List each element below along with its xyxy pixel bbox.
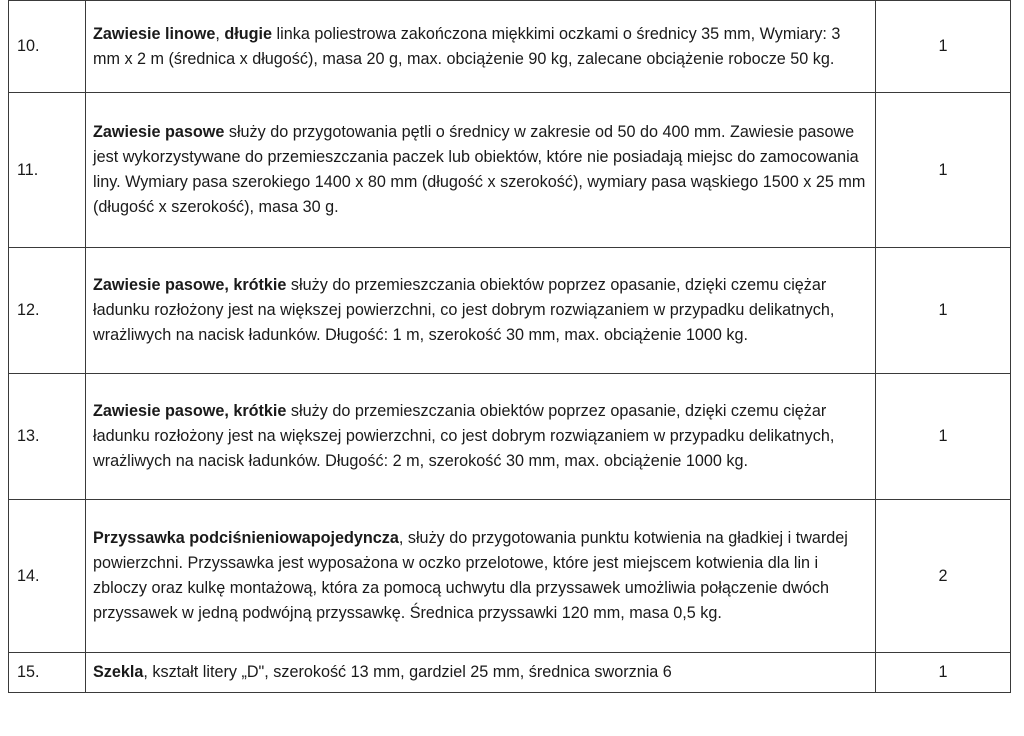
item-name: Przyssawka podciśnieniowapojedyncza bbox=[93, 529, 399, 547]
item-name-qualifier: długie bbox=[224, 24, 273, 43]
row-description bbox=[86, 500, 876, 653]
item-text: , kształt litery „D", szerokość 13 mm, gardziel 25 mm, średnica sworznia 6 bbox=[143, 663, 672, 681]
row-number: 10. bbox=[9, 1, 86, 93]
item-name: Zawiesie linowe bbox=[93, 24, 216, 43]
table-row bbox=[9, 248, 1011, 374]
row-number: 12. bbox=[9, 248, 86, 374]
row-quantity: 1 bbox=[876, 374, 1011, 500]
item-name: Zawiesie pasowe bbox=[93, 123, 225, 141]
row-number: 11. bbox=[9, 93, 86, 248]
row-quantity: 1 bbox=[876, 653, 1011, 693]
item-name: Zawiesie pasowe, krótkie bbox=[93, 402, 287, 420]
row-description bbox=[86, 1, 876, 93]
row-number: 15. bbox=[9, 653, 86, 693]
row-quantity: 1 bbox=[876, 248, 1011, 374]
row-description bbox=[86, 374, 876, 500]
items-table bbox=[8, 0, 1011, 693]
table-row bbox=[9, 1, 1011, 93]
item-text: linka poliestrowa zakończona miękkimi oczkami o średnicy 35 mm, Wymiary: 3 mm x 2 m (średnica x długość), masa 20 g, max. obciążenie 90 kg, zalecane obciążenie robocze 50 kg. bbox=[93, 24, 841, 68]
table-row bbox=[9, 93, 1011, 248]
row-number: 13. bbox=[9, 374, 86, 500]
row-description bbox=[86, 653, 876, 693]
table-row bbox=[9, 374, 1011, 500]
row-quantity: 1 bbox=[876, 1, 1011, 93]
row-quantity: 2 bbox=[876, 500, 1011, 653]
item-name-separator: , bbox=[215, 24, 225, 43]
row-quantity: 1 bbox=[876, 93, 1011, 248]
row-number: 14. bbox=[9, 500, 86, 653]
table-row bbox=[9, 653, 1011, 693]
row-description bbox=[86, 248, 876, 374]
item-text: służy do przemieszczania obiektów poprzez opasanie, dzięki czemu ciężar ładunku rozłożony jest na większej powierzchni, co jest dobrym rozwiązaniem w przypadku delikatnych, wrażliwych na nacisk ładunków. Długość: 1 m, szerokość 30 mm, max. obciążenie 1000 kg. bbox=[93, 276, 835, 344]
table-row bbox=[9, 500, 1011, 653]
row-description bbox=[86, 93, 876, 248]
item-text: służy do przemieszczania obiektów poprzez opasanie, dzięki czemu ciężar ładunku rozłożony jest na większej powierzchni, co jest dobrym rozwiązaniem w przypadku delikatnych, wrażliwych na nacisk ładunków. Długość: 2 m, szerokość 30 mm, max. obciążenie 1000 kg. bbox=[93, 402, 835, 470]
item-name: Szekla bbox=[93, 663, 144, 681]
item-text: , służy do przygotowania punktu kotwienia na gładkiej i twardej powierzchni. Przyssawka jest wyposażona w oczko przelotowe, które jest miejscem kotwienia dla lin i zbloczy oraz kulkę montażową, która za pomocą uchwytu dla przyssawek umożliwia połączenie dwóch przyssawek w jedną podwójną przyssawkę. Średnica przyssawki 120 mm, masa 0,5 kg. bbox=[93, 529, 848, 622]
item-name: Zawiesie pasowe, krótkie bbox=[93, 276, 287, 294]
item-text: służy do przygotowania pętli o średnicy w zakresie od 50 do 400 mm. Zawiesie pasowe jest wykorzystywane do przemieszczania paczek lub obiektów, które nie posiadają miejsc do zamocowania liny. Wymiary pasa szerokiego 1400 x 80 mm (długość x szerokość), wymiary pasa wąskiego 1500 x 25 mm (długość x szerokość), masa 30 g. bbox=[93, 123, 866, 216]
